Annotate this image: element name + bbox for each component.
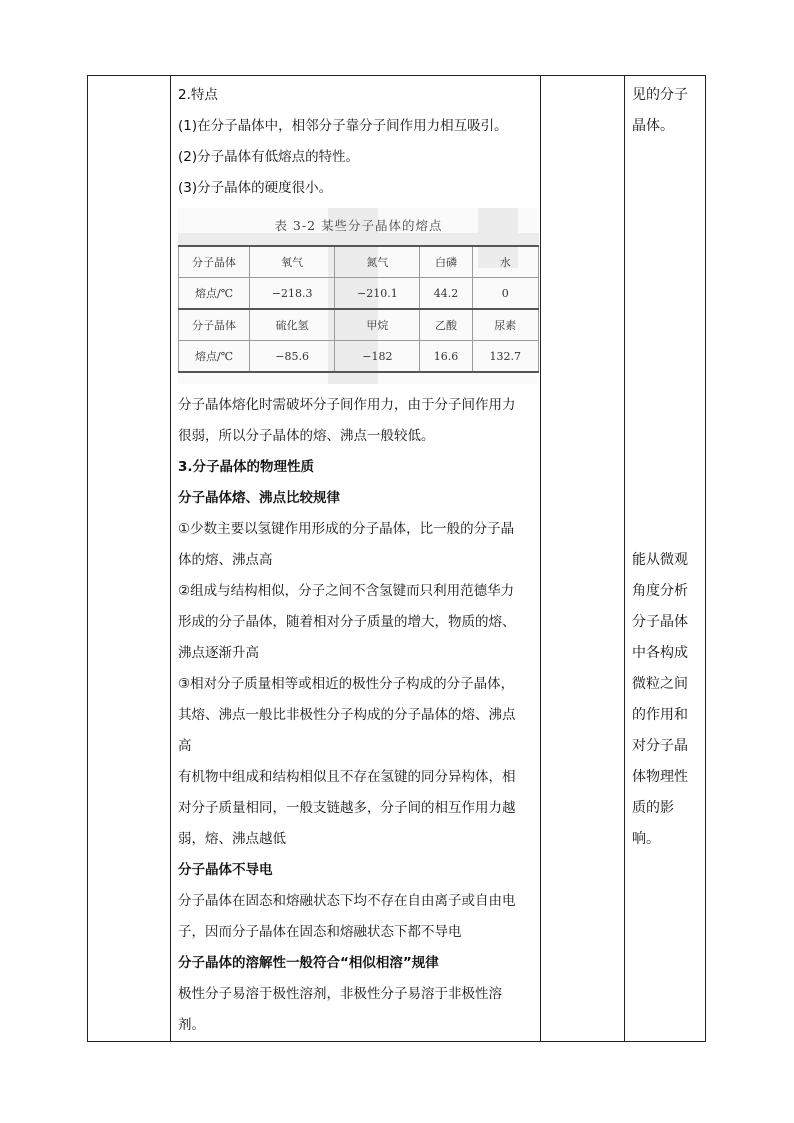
goal-column-top bbox=[632, 80, 696, 142]
text-line: ①少数主要以氢键作用形成的分子晶体，比一般的分子晶 bbox=[178, 521, 515, 537]
column-divider-1 bbox=[170, 75, 171, 1042]
row-header-cell: 分子晶体 bbox=[179, 309, 250, 341]
table-cell: 132.7 bbox=[472, 341, 538, 373]
text-line: 分子晶体不导电 bbox=[178, 862, 273, 878]
table-cell: −218.3 bbox=[250, 278, 335, 310]
text-line: 其熔、沸点一般比非极性分子构成的分子晶体的熔、沸点 bbox=[178, 707, 516, 723]
goal-text-line: 体物理性 bbox=[632, 769, 688, 785]
melting-point-table bbox=[178, 245, 539, 373]
table-row bbox=[179, 278, 539, 310]
text-line: 对分子质量相同，一般支链越多，分子间的相互作用力越 bbox=[178, 800, 516, 816]
text-line: 体的熔、沸点高 bbox=[178, 552, 273, 568]
table-cell: 水 bbox=[472, 246, 538, 278]
text-line: 沸点逐渐升高 bbox=[178, 645, 259, 661]
text-line: 高 bbox=[178, 738, 192, 754]
text-line: 剂。 bbox=[178, 1017, 205, 1033]
text-line: 有机物中组成和结构相似且不存在氢键的同分异构体，相 bbox=[178, 769, 516, 785]
goal-text-line: 分子晶体 bbox=[632, 614, 688, 630]
text-line: 2.特点 bbox=[178, 87, 218, 103]
goal-column-middle bbox=[632, 545, 696, 855]
text-line: 形成的分子晶体，随着相对分子质量的增大，物质的熔、 bbox=[178, 614, 516, 630]
goal-text-line: 的作用和 bbox=[632, 707, 688, 723]
text-line: 很弱，所以分子晶体的熔、沸点一般较低。 bbox=[178, 428, 435, 444]
row-header-cell: 熔点/℃ bbox=[179, 341, 250, 373]
table-cell: 氧气 bbox=[250, 246, 335, 278]
column-divider-2 bbox=[540, 75, 541, 1042]
melting-point-table-figure bbox=[178, 208, 539, 384]
text-line: 分子晶体熔化时需破坏分子间作用力，由于分子间作用力 bbox=[178, 397, 516, 413]
table-cell: −210.1 bbox=[335, 278, 420, 310]
goal-text-line: 响。 bbox=[632, 831, 660, 847]
table-cell: 44.2 bbox=[420, 278, 472, 310]
table-cell: 0 bbox=[472, 278, 538, 310]
row-header-cell: 熔点/℃ bbox=[179, 278, 250, 310]
goal-text-line: 对分子晶 bbox=[632, 738, 688, 754]
table-row bbox=[179, 341, 539, 373]
text-line: 分子晶体的溶解性一般符合“相似相溶”规律 bbox=[178, 955, 439, 971]
text-line: 分子晶体在固态和熔融状态下均不存在自由离子或自由电 bbox=[178, 893, 516, 909]
table-caption: 表 3-2 某些分子晶体的熔点 bbox=[274, 218, 443, 233]
table-cell: −85.6 bbox=[250, 341, 335, 373]
row-header-cell: 分子晶体 bbox=[179, 246, 250, 278]
goal-text-line: 角度分析 bbox=[632, 583, 688, 599]
goal-text-line: 质的影 bbox=[632, 800, 674, 816]
text-line: 弱，熔、沸点越低 bbox=[178, 831, 286, 847]
text-line: 3.分子晶体的物理性质 bbox=[178, 459, 315, 475]
text-line: (1)在分子晶体中，相邻分子靠分子间作用力相互吸引。 bbox=[178, 118, 508, 134]
text-line: (3)分子晶体的硬度很小。 bbox=[178, 180, 333, 196]
table-cell: 16.6 bbox=[420, 341, 472, 373]
table-cell: 白磷 bbox=[420, 246, 472, 278]
goal-text-line: 中各构成 bbox=[632, 645, 688, 661]
content-column-top bbox=[178, 80, 533, 204]
text-line: ②组成与结构相似，分子之间不含氢键而只利用范德华力 bbox=[178, 583, 515, 599]
text-line: 子，因而分子晶体在固态和熔融状态下都不导电 bbox=[178, 924, 462, 940]
table-cell: −182 bbox=[335, 341, 420, 373]
text-line: ③相对分子质量相等或相近的极性分子构成的分子晶体， bbox=[178, 676, 515, 692]
table-cell: 乙酸 bbox=[420, 309, 472, 341]
table-row bbox=[179, 246, 539, 278]
goal-text-line: 能从微观 bbox=[632, 552, 688, 568]
table-cell: 甲烷 bbox=[335, 309, 420, 341]
table-row bbox=[179, 309, 539, 341]
table-cell: 硫化氢 bbox=[250, 309, 335, 341]
goal-text-line: 见的分子 bbox=[632, 87, 688, 103]
text-line: 分子晶体熔、沸点比较规律 bbox=[178, 490, 340, 506]
column-divider-3 bbox=[624, 75, 625, 1042]
table-cell: 氮气 bbox=[335, 246, 420, 278]
goal-text-line: 微粒之间 bbox=[632, 676, 688, 692]
goal-text-line: 晶体。 bbox=[632, 118, 674, 134]
content-column-bottom bbox=[178, 390, 533, 1041]
text-line: (2)分子晶体有低熔点的特性。 bbox=[178, 149, 360, 165]
text-line: 极性分子易溶于极性溶剂，非极性分子易溶于非极性溶 bbox=[178, 986, 502, 1002]
table-cell: 尿素 bbox=[472, 309, 538, 341]
